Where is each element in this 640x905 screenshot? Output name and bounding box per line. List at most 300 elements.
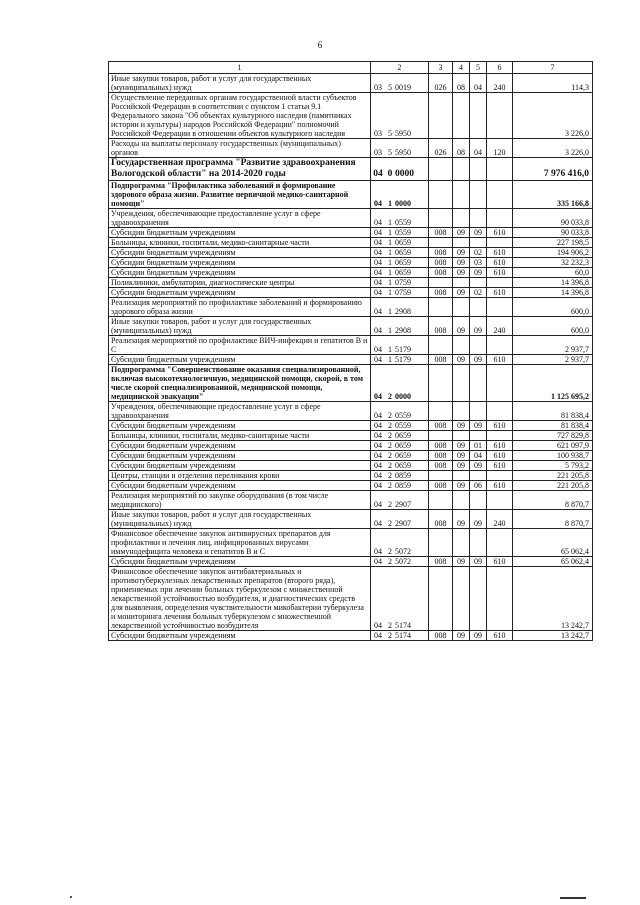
- subsection-code: 02: [470, 248, 487, 258]
- code-subprogram: 2: [388, 421, 392, 430]
- section-code: 08: [453, 74, 470, 93]
- code-subprogram: 2: [388, 451, 392, 460]
- subsection-code: 01: [470, 441, 487, 451]
- table-row: [109, 431, 593, 441]
- expense-type-code: 610: [487, 631, 513, 641]
- code-direction: 0659: [395, 268, 411, 277]
- table-row: [109, 529, 593, 557]
- expense-type-code: 610: [487, 421, 513, 431]
- expense-type-code: [487, 278, 513, 288]
- grbs-code: [429, 365, 453, 402]
- code-program: 04: [374, 431, 382, 440]
- amount: 90 033,8: [513, 228, 593, 238]
- grbs-code: 026: [429, 139, 453, 158]
- expense-type-code: 610: [487, 481, 513, 491]
- section-code: [453, 158, 470, 181]
- section-code: 09: [453, 317, 470, 336]
- program-code: [371, 557, 429, 567]
- subsection-code: 09: [470, 317, 487, 336]
- code-program: 04: [374, 307, 382, 316]
- table-row: [109, 365, 593, 402]
- code-program: 04: [374, 258, 382, 267]
- grbs-code: 008: [429, 317, 453, 336]
- section-code: [453, 209, 470, 228]
- subsection-code: [470, 402, 487, 421]
- program-code: [371, 491, 429, 510]
- table-row: [109, 402, 593, 421]
- program-code: [371, 181, 429, 209]
- amount: 7 976 416,0: [513, 158, 593, 181]
- subsection-code: [470, 298, 487, 317]
- code-direction: 2907: [395, 519, 411, 528]
- amount: 8 870,7: [513, 510, 593, 529]
- subsection-code: [470, 567, 487, 631]
- subsection-code: [470, 431, 487, 441]
- row-name: Реализация мероприятий по профилактике заболеваний и формированию здорового образа жизни: [109, 298, 371, 317]
- expense-type-code: [487, 567, 513, 631]
- grbs-code: 008: [429, 248, 453, 258]
- table-row: [109, 248, 593, 258]
- section-code: 09: [453, 510, 470, 529]
- table-row: [109, 238, 593, 248]
- amount: 81 838,4: [513, 402, 593, 421]
- amount: 90 033,8: [513, 209, 593, 228]
- row-name: Поликлиники, амбулатории, диагностические центры: [109, 278, 371, 288]
- row-name: Субсидии бюджетным учреждениям: [109, 288, 371, 298]
- code-direction: 0559: [395, 411, 411, 420]
- code-program: 04: [374, 355, 382, 364]
- code-program: 04: [374, 547, 382, 556]
- subsection-code: 09: [470, 268, 487, 278]
- subsection-code: [470, 158, 487, 181]
- code-subprogram: 5: [388, 148, 392, 157]
- amount: 600,0: [513, 298, 593, 317]
- expense-type-code: [487, 529, 513, 557]
- code-program: 04: [374, 326, 382, 335]
- subsection-code: 09: [470, 557, 487, 567]
- expense-type-code: 240: [487, 317, 513, 336]
- code-subprogram: 2: [388, 461, 392, 470]
- code-subprogram: 1: [388, 228, 392, 237]
- amount: 1 125 695,2: [513, 365, 593, 402]
- program-code: [371, 529, 429, 557]
- table-row: [109, 567, 593, 631]
- subsection-code: 04: [470, 74, 487, 93]
- grbs-code: [429, 93, 453, 139]
- code-direction: 0859: [395, 481, 411, 490]
- amount: 32 232,3: [513, 258, 593, 268]
- code-subprogram: 2: [388, 557, 392, 566]
- scan-mark: [560, 897, 586, 899]
- expense-type-code: 610: [487, 268, 513, 278]
- subsection-code: 09: [470, 461, 487, 471]
- program-code: [371, 317, 429, 336]
- row-name: Реализация мероприятий по закупке оборудования (в том числе медицинского): [109, 491, 371, 510]
- amount: 65 062,4: [513, 529, 593, 557]
- amount: 3 226,0: [513, 93, 593, 139]
- expense-type-code: [487, 402, 513, 421]
- code-direction: 5072: [395, 547, 411, 556]
- page-number: 6: [317, 40, 323, 50]
- code-subprogram: 0: [387, 169, 393, 179]
- expense-type-code: [487, 491, 513, 510]
- code-subprogram: 1: [388, 238, 392, 247]
- program-code: [371, 461, 429, 471]
- expense-type-code: 120: [487, 139, 513, 158]
- table-row: [109, 93, 593, 139]
- grbs-code: 008: [429, 631, 453, 641]
- section-code: 09: [453, 631, 470, 641]
- code-subprogram: 2: [388, 621, 392, 630]
- section-code: [453, 238, 470, 248]
- code-subprogram: 5: [388, 129, 392, 138]
- table-row: [109, 557, 593, 567]
- code-direction: 2908: [395, 326, 411, 335]
- code-direction: 0859: [395, 471, 411, 480]
- code-program: 04: [374, 238, 382, 247]
- code-direction: 5179: [395, 355, 411, 364]
- subsection-code: 06: [470, 481, 487, 491]
- code-subprogram: 1: [388, 288, 392, 297]
- section-code: 09: [453, 355, 470, 365]
- row-name: Учреждения, обеспечивающие предоставление услуг в сфере здравоохранения: [109, 402, 371, 421]
- row-name: Подпрограмма "Совершенствование оказания специализированной, включая высокотехнологичную, медицинской помощи, скорой, в том числе скорой специализированной, медицинской помощи, медицинской эвакуации": [109, 365, 371, 402]
- code-direction: 0659: [395, 441, 411, 450]
- amount: 114,3: [513, 74, 593, 93]
- grbs-code: [429, 431, 453, 441]
- section-code: 09: [453, 557, 470, 567]
- row-name: Подпрограмма "Профилактика заболеваний и формирование здорового образа жизни. Развитие первичной медико-санитарной помощи": [109, 181, 371, 209]
- expense-type-code: [487, 431, 513, 441]
- program-code: [371, 139, 429, 158]
- amount: 3 226,0: [513, 139, 593, 158]
- program-code: [371, 238, 429, 248]
- code-program: 04: [374, 421, 382, 430]
- header-cell: 4: [453, 62, 470, 74]
- grbs-code: [429, 567, 453, 631]
- expense-type-code: [487, 209, 513, 228]
- row-name: Учреждения, обеспечивающие предоставление услуг в сфере здравоохранения: [109, 209, 371, 228]
- section-code: [453, 491, 470, 510]
- expense-type-code: [487, 238, 513, 248]
- expense-type-code: [487, 181, 513, 209]
- program-code: [371, 74, 429, 93]
- code-direction: 2907: [395, 500, 411, 509]
- subsection-code: [470, 365, 487, 402]
- program-code: [371, 510, 429, 529]
- section-code: [453, 471, 470, 481]
- table-row: [109, 317, 593, 336]
- code-program: 03: [374, 83, 382, 92]
- expense-type-code: 610: [487, 288, 513, 298]
- subsection-code: 04: [470, 139, 487, 158]
- amount: 227 198,5: [513, 238, 593, 248]
- row-name: Субсидии бюджетным учреждениям: [109, 461, 371, 471]
- code-direction: 0559: [395, 218, 411, 227]
- subsection-code: 04: [470, 451, 487, 461]
- code-subprogram: 1: [388, 307, 392, 316]
- grbs-code: [429, 209, 453, 228]
- program-code: [371, 631, 429, 641]
- code-direction: 0000: [395, 392, 411, 401]
- table-row: [109, 510, 593, 529]
- amount: 60,0: [513, 268, 593, 278]
- amount: 13 242,7: [513, 567, 593, 631]
- code-program: 04: [374, 500, 382, 509]
- table-row: [109, 441, 593, 451]
- subsection-code: [470, 278, 487, 288]
- code-direction: 0659: [395, 258, 411, 267]
- amount: 81 838,4: [513, 421, 593, 431]
- amount: 2 937,7: [513, 336, 593, 355]
- code-program: 04: [374, 199, 382, 208]
- program-code: [371, 365, 429, 402]
- header-cell: 5: [470, 62, 487, 74]
- amount: 13 242,7: [513, 631, 593, 641]
- grbs-code: 008: [429, 421, 453, 431]
- subsection-code: [470, 529, 487, 557]
- grbs-code: [429, 298, 453, 317]
- code-direction: 0759: [395, 278, 411, 287]
- amount: 335 166,8: [513, 181, 593, 209]
- row-name: Субсидии бюджетным учреждениям: [109, 557, 371, 567]
- code-subprogram: 5: [388, 83, 392, 92]
- code-subprogram: 2: [388, 631, 392, 640]
- code-subprogram: 2: [388, 411, 392, 420]
- row-name: Субсидии бюджетным учреждениям: [109, 228, 371, 238]
- program-code: [371, 451, 429, 461]
- section-code: 09: [453, 228, 470, 238]
- code-program: 04: [374, 268, 382, 277]
- code-program: 04: [374, 481, 382, 490]
- table-row: [109, 228, 593, 238]
- code-subprogram: 2: [388, 392, 392, 401]
- code-subprogram: 1: [388, 278, 392, 287]
- table-row: [109, 471, 593, 481]
- row-name: Расходы на выплаты персоналу государственных (муниципальных) органов: [109, 139, 371, 158]
- grbs-code: 026: [429, 74, 453, 93]
- expense-type-code: 240: [487, 510, 513, 529]
- expense-type-code: 610: [487, 461, 513, 471]
- section-code: 09: [453, 461, 470, 471]
- header-cell: 6: [487, 62, 513, 74]
- program-code: [371, 567, 429, 631]
- header-cell: 2: [371, 62, 429, 74]
- row-name: Субсидии бюджетным учреждениям: [109, 248, 371, 258]
- code-subprogram: 1: [388, 199, 392, 208]
- program-code: [371, 258, 429, 268]
- section-code: 09: [453, 481, 470, 491]
- header-cell: 1: [109, 62, 371, 74]
- table-body: [109, 62, 593, 641]
- subsection-code: 09: [470, 631, 487, 641]
- header-cell: 7: [513, 62, 593, 74]
- grbs-code: [429, 181, 453, 209]
- table-row: [109, 481, 593, 491]
- amount: 2 937,7: [513, 355, 593, 365]
- expense-type-code: [487, 365, 513, 402]
- grbs-code: 008: [429, 481, 453, 491]
- grbs-code: [429, 471, 453, 481]
- code-program: 04: [374, 218, 382, 227]
- code-program: 04: [374, 411, 382, 420]
- expense-type-code: 610: [487, 228, 513, 238]
- expense-type-code: [487, 336, 513, 355]
- row-name: Иные закупки товаров, работ и услуг для государственных (муниципальных) нужд: [109, 317, 371, 336]
- section-code: [453, 93, 470, 139]
- program-code: [371, 158, 429, 181]
- amount: 194 906,2: [513, 248, 593, 258]
- code-direction: 5950: [395, 129, 411, 138]
- section-code: [453, 402, 470, 421]
- scan-dot: [70, 896, 72, 898]
- table-row: [109, 336, 593, 355]
- amount: 14 396,8: [513, 278, 593, 288]
- row-name: Больницы, клиники, госпитали, медико-санитарные части: [109, 238, 371, 248]
- row-name: Субсидии бюджетным учреждениям: [109, 481, 371, 491]
- table-row: [109, 139, 593, 158]
- grbs-code: 008: [429, 510, 453, 529]
- amount: 221 205,8: [513, 481, 593, 491]
- subsection-code: [470, 471, 487, 481]
- code-direction: 5174: [395, 631, 411, 640]
- grbs-code: [429, 336, 453, 355]
- code-direction: 0559: [395, 228, 411, 237]
- program-code: [371, 431, 429, 441]
- program-code: [371, 248, 429, 258]
- row-name: Субсидии бюджетным учреждениям: [109, 451, 371, 461]
- code-program: 04: [374, 441, 382, 450]
- code-subprogram: 1: [388, 355, 392, 364]
- code-direction: 0659: [395, 451, 411, 460]
- amount: 8 870,7: [513, 491, 593, 510]
- program-code: [371, 421, 429, 431]
- code-program: 04: [374, 557, 382, 566]
- expense-type-code: 610: [487, 258, 513, 268]
- grbs-code: [429, 278, 453, 288]
- program-code: [371, 481, 429, 491]
- grbs-code: 008: [429, 557, 453, 567]
- table-row: [109, 298, 593, 317]
- expense-type-code: 610: [487, 441, 513, 451]
- table-row: [109, 278, 593, 288]
- code-program: 04: [374, 392, 382, 401]
- grbs-code: 008: [429, 461, 453, 471]
- section-code: 09: [453, 258, 470, 268]
- grbs-code: 008: [429, 441, 453, 451]
- code-direction: 5179: [395, 345, 411, 354]
- code-program: 04: [374, 278, 382, 287]
- budget-table: [108, 61, 593, 641]
- row-name: Субсидии бюджетным учреждениям: [109, 258, 371, 268]
- expense-type-code: 610: [487, 557, 513, 567]
- section-code: 09: [453, 441, 470, 451]
- subsection-code: 09: [470, 421, 487, 431]
- section-code: [453, 181, 470, 209]
- row-name: Субсидии бюджетным учреждениям: [109, 355, 371, 365]
- expense-type-code: 610: [487, 355, 513, 365]
- subsection-code: [470, 238, 487, 248]
- code-program: 03: [374, 129, 382, 138]
- subsection-code: [470, 209, 487, 228]
- grbs-code: [429, 402, 453, 421]
- code-subprogram: 1: [388, 248, 392, 257]
- program-code: [371, 471, 429, 481]
- program-code: [371, 268, 429, 278]
- code-subprogram: 1: [388, 326, 392, 335]
- code-direction: 5174: [395, 621, 411, 630]
- section-code: 09: [453, 421, 470, 431]
- section-code: [453, 336, 470, 355]
- code-direction: 0659: [395, 461, 411, 470]
- code-subprogram: 1: [388, 258, 392, 267]
- row-name: Центры, станции и отделения переливания крови: [109, 471, 371, 481]
- program-code: [371, 441, 429, 451]
- amount: 600,0: [513, 317, 593, 336]
- section-code: [453, 365, 470, 402]
- code-subprogram: 2: [388, 471, 392, 480]
- code-program: 04: [373, 169, 383, 179]
- grbs-code: 008: [429, 268, 453, 278]
- table-row: [109, 258, 593, 268]
- expense-type-code: [487, 298, 513, 317]
- subsection-code: [470, 491, 487, 510]
- code-program: 04: [374, 461, 382, 470]
- code-subprogram: 1: [388, 218, 392, 227]
- expense-type-code: 240: [487, 74, 513, 93]
- expense-type-code: [487, 93, 513, 139]
- header-row: [109, 62, 593, 74]
- section-code: 09: [453, 288, 470, 298]
- table-row: [109, 421, 593, 431]
- code-program: 03: [374, 148, 382, 157]
- section-code: [453, 278, 470, 288]
- code-program: 04: [374, 228, 382, 237]
- code-direction: 0759: [395, 288, 411, 297]
- amount: 621 097,9: [513, 441, 593, 451]
- subsection-code: 09: [470, 355, 487, 365]
- subsection-code: 03: [470, 258, 487, 268]
- code-direction: 0659: [395, 431, 411, 440]
- program-code: [371, 278, 429, 288]
- code-subprogram: 2: [388, 431, 392, 440]
- subsection-code: [470, 93, 487, 139]
- program-code: [371, 228, 429, 238]
- code-subprogram: 2: [388, 500, 392, 509]
- code-direction: 5950: [395, 148, 411, 157]
- grbs-code: 008: [429, 451, 453, 461]
- subsection-code: [470, 336, 487, 355]
- header-cell: 3: [429, 62, 453, 74]
- program-code: [371, 402, 429, 421]
- subsection-code: [470, 181, 487, 209]
- table-row: [109, 461, 593, 471]
- program-code: [371, 298, 429, 317]
- row-name: Финансовое обеспечение закупок антивирусных препаратов для профилактики и лечения лиц, инфицированных вирусами иммунодефицита человека и гепатитов В и С: [109, 529, 371, 557]
- code-direction: 5072: [395, 557, 411, 566]
- expense-type-code: 610: [487, 248, 513, 258]
- row-name: Реализация мероприятий по профилактике ВИЧ-инфекции и гепатитов В и С: [109, 336, 371, 355]
- expense-type-code: [487, 158, 513, 181]
- amount: 14 396,8: [513, 288, 593, 298]
- code-program: 04: [374, 248, 382, 257]
- amount: 727 829,8: [513, 431, 593, 441]
- section-code: 09: [453, 268, 470, 278]
- subsection-code: 09: [470, 228, 487, 238]
- section-code: [453, 431, 470, 441]
- grbs-code: [429, 158, 453, 181]
- row-name: Иные закупки товаров, работ и услуг для государственных (муниципальных) нужд: [109, 74, 371, 93]
